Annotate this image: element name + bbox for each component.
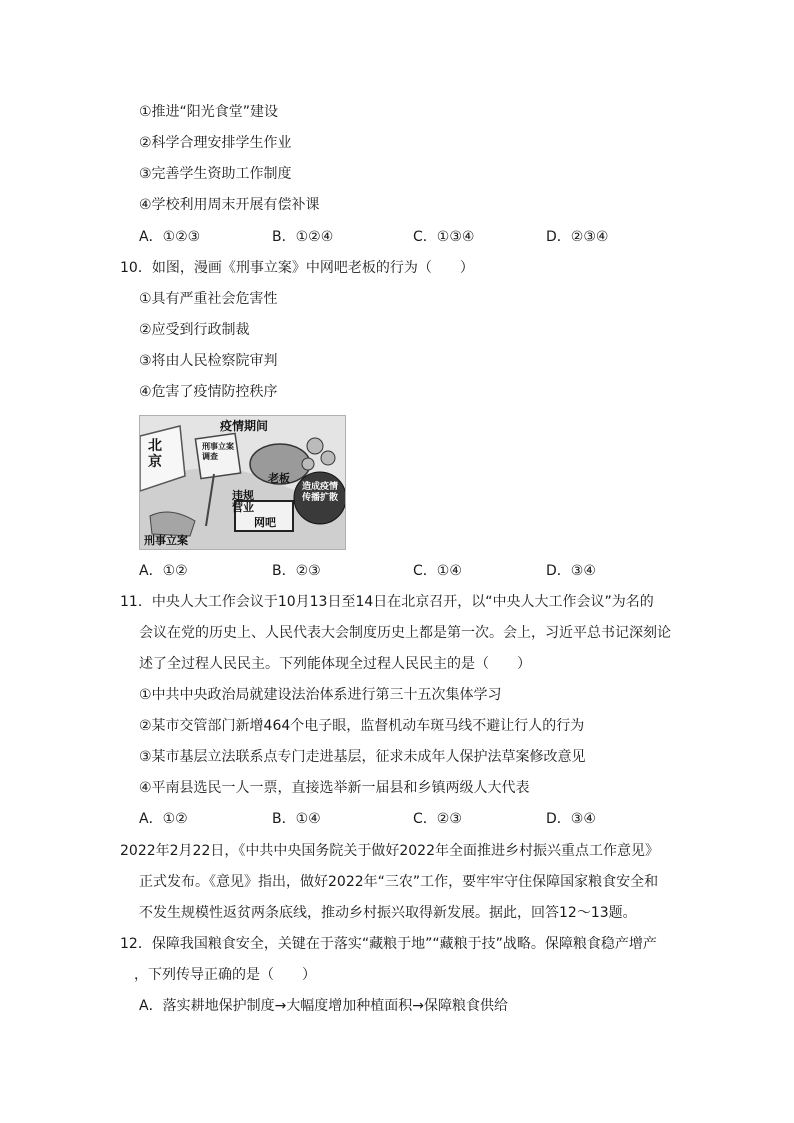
- q9-item-4: ④学校利用周末开展有偿补课: [139, 197, 320, 213]
- q12-stem-line-1: 12．保障我国粮食安全，关键在于落实“藏粮于地”“藏粮于技”战略。保障粮食稳产增产: [120, 936, 657, 952]
- q9-option-c: C．①③④: [413, 229, 475, 245]
- q12-stem-line-2: ，下列传导正确的是（ ）: [134, 967, 316, 983]
- q11-stem-line-3: 述了全过程人民民主。下列能体现全过程人民民主的是（ ）: [139, 656, 531, 672]
- cartoon-criminal-case: [139, 415, 346, 550]
- q10-option-b: B．②③: [272, 563, 321, 579]
- q10-option-c: C．①④: [413, 563, 462, 579]
- q11-item-1: ①中共中央政治局就建设法治体系进行第三十五次集体学习: [139, 687, 502, 703]
- q10-item-1: ①具有严重社会危害性: [139, 291, 278, 307]
- q11-stem-line-2: 会议在党的历史上、人民代表大会制度历史上都是第一次。会上，习近平总书记深刻论: [139, 625, 671, 641]
- q10-option-a: A．①②: [139, 563, 188, 579]
- q11-item-3: ③某市基层立法联系点专门走进基层，征求未成年人保护法草案修改意见: [139, 749, 586, 765]
- cartoon-label-netcafe: 网吧: [254, 516, 276, 529]
- q9-option-b: B．①②④: [272, 229, 334, 245]
- q10-item-4: ④危害了疫情防控秩序: [139, 384, 278, 400]
- cartoon-label-boss: 老板: [268, 472, 290, 485]
- cartoon-label-period: 疫情期间: [220, 419, 269, 433]
- cartoon-label-sign: 刑事立案调查: [202, 442, 234, 461]
- q12-option-a: A．落实耕地保护制度→大幅度增加种植面积→保障粮食供给: [139, 998, 509, 1014]
- q10-item-3: ③将由人民检察院审判: [139, 353, 278, 369]
- material-line-1: 2022年2月22日，《中共中央国务院关于做好2022年全面推进乡村振兴重点工作意见》: [120, 843, 659, 859]
- q9-option-a: A．①②③: [139, 229, 201, 245]
- q11-option-a: A．①②: [139, 811, 188, 827]
- q10-stem: 10．如图，漫画《刑事立案》中网吧老板的行为（ ）: [120, 260, 474, 276]
- q10-option-d: D．③④: [546, 563, 596, 579]
- material-line-2: 正式发布。《意见》指出，做好2022年“三农”工作，要牢牢守住保障国家粮食安全和: [139, 874, 659, 890]
- q9-item-2: ②科学合理安排学生作业: [139, 135, 292, 151]
- q11-stem-line-1: 11．中央人大工作会议于10月13日至14日在北京召开，以“中央人大工作会议”为名的: [120, 594, 654, 610]
- cartoon-label-beijing: 北京: [148, 438, 162, 470]
- q11-option-c: C．②③: [413, 811, 462, 827]
- material-line-3: 不发生规模性返贫两条底线，推动乡村振兴取得新发展。据此，回答12～13题。: [139, 905, 637, 921]
- q11-item-4: ④平南县选民一人一票，直接选举新一届县和乡镇两级人大代表: [139, 780, 530, 796]
- q9-item-3: ③完善学生资助工作制度: [139, 166, 292, 182]
- q11-option-d: D．③④: [546, 811, 596, 827]
- q10-item-2: ②应受到行政制裁: [139, 322, 250, 338]
- cartoon-caption: 刑事立案: [144, 534, 188, 547]
- q9-option-d: D．②③④: [546, 229, 609, 245]
- cartoon-label-spread: 造成疫情传播扩散: [302, 482, 339, 503]
- cartoon-label-violation: 违规营业: [232, 489, 254, 514]
- q9-item-1: ①推进“阳光食堂”建设: [139, 104, 279, 120]
- q11-option-b: B．①④: [272, 811, 321, 827]
- q11-item-2: ②某市交管部门新增464个电子眼，监督机动车斑马线不避让行人的行为: [139, 718, 585, 734]
